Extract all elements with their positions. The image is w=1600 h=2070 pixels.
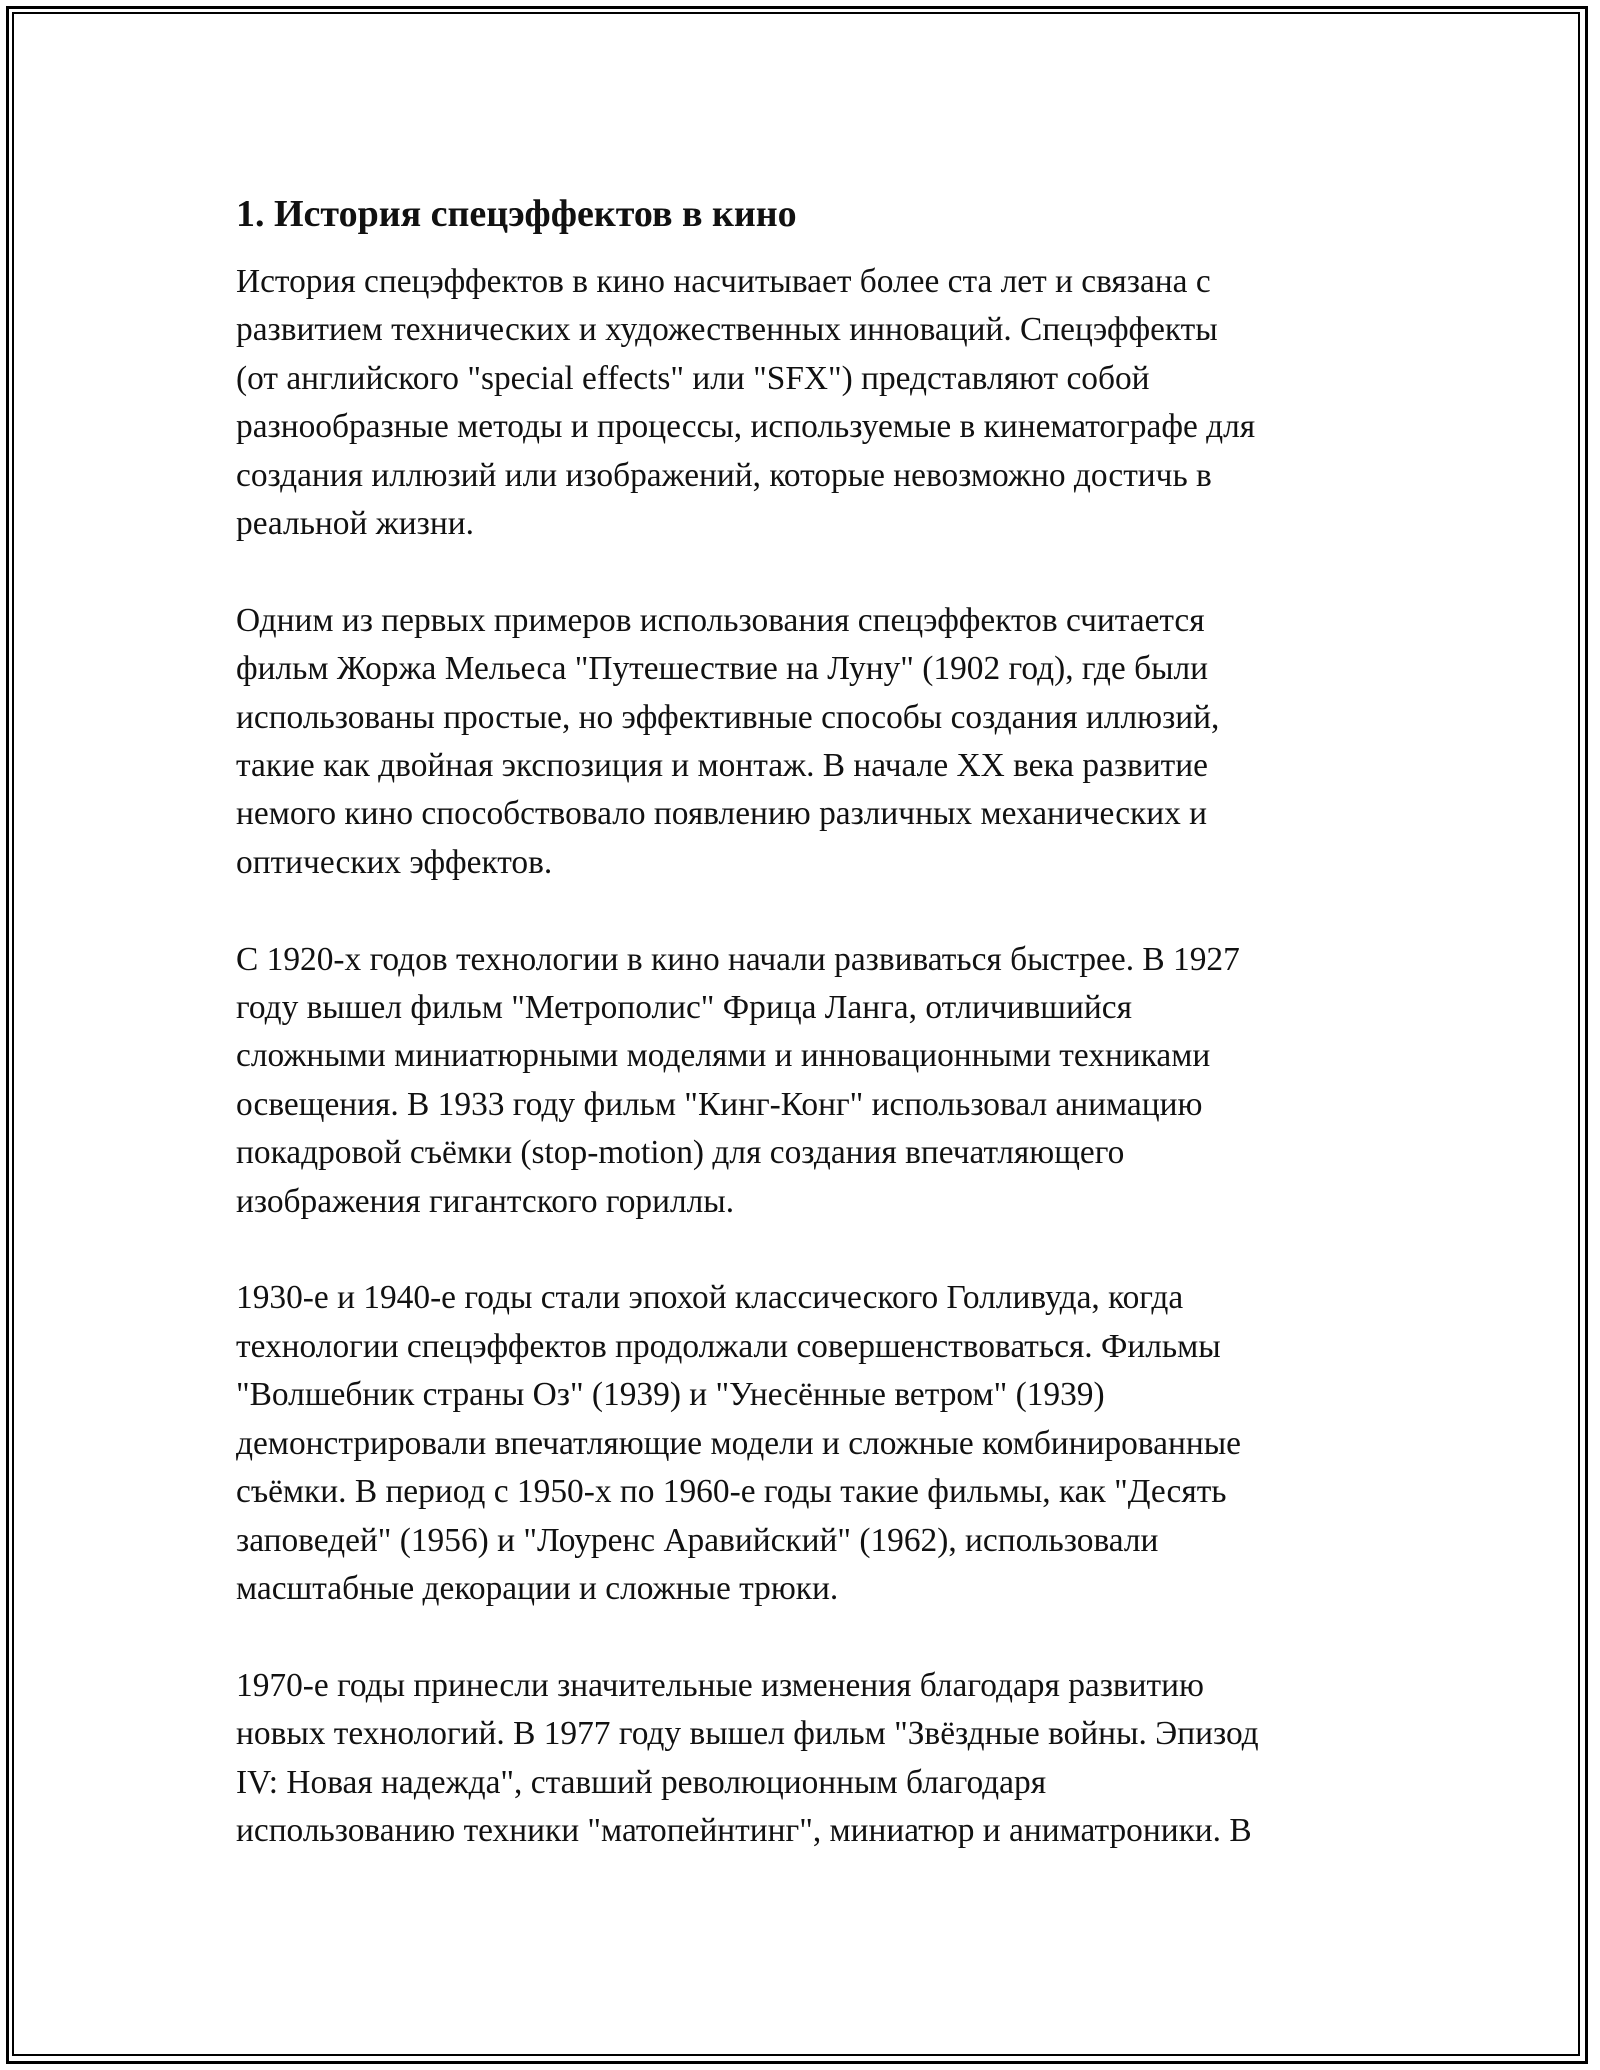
paragraph-line: технологии спецэффектов продолжали совершенствоваться. Фильмы [236,1327,1221,1365]
paragraph-line: немого кино способствовало появлению различных механических и [236,795,1208,833]
paragraph-hollywood [236,1274,1386,1613]
paragraph-1920s [236,936,1386,1226]
paragraph-line: "Волшебник страны Оз" (1939) и "Унесённые ветром" (1939) [236,1376,1105,1414]
paragraph-line: масштабные декорации и сложные трюки. [236,1569,839,1607]
paragraph-line: покадровой съёмки (stop-motion) для создания впечатляющего [236,1134,1125,1172]
paragraph-line: освещения. В 1933 году фильм "Кинг-Конг" использовал анимацию [236,1085,1203,1123]
section-heading: 1. История спецэффектов в кино [236,193,797,235]
paragraph-line: создания иллюзий или изображений, которые невозможно достичь в [236,456,1212,494]
paragraph-line: изображения гигантского гориллы. [236,1182,735,1220]
paragraph-line: реальной жизни. [236,505,474,543]
paragraph-line: 1930-е и 1940-е годы стали эпохой классического Голливуда, когда [236,1279,1184,1317]
paragraph-line: развитием технических и художественных инноваций. Спецэффекты [236,311,1218,349]
paragraph-line: демонстрировали впечатляющие модели и сложные комбинированные [236,1424,1241,1462]
paragraph-line: использованы простые, но эффективные способы создания иллюзий, [236,698,1220,736]
paragraph-line: заповедей" (1956) и "Лоуренс Аравийский" (1962), использовали [236,1521,1159,1559]
paragraph-intro [236,258,1386,548]
paragraph-line: IV: Новая надежда", ставший революционным благодаря [236,1763,1047,1801]
paragraph-line: оптических эффектов. [236,843,553,881]
paragraph-line: сложными миниатюрными моделями и инновационными техниками [236,1037,1211,1075]
paragraph-line: разнообразные методы и процессы, используемые в кинематографе для [236,408,1256,446]
paragraph-line: фильм Жоржа Мельеса "Путешествие на Луну" (1902 год), где были [236,650,1209,688]
paragraph-melies [236,597,1386,887]
paragraph-line: 1970-е годы принесли значительные изменения благодаря развитию [236,1666,1204,1704]
paragraph-line: использованию техники "матопейнтинг", миниатюр и аниматроники. В [236,1811,1252,1849]
paragraph-line: съёмки. В период с 1950-х по 1960-е годы такие фильмы, как "Десять [236,1473,1227,1511]
paragraph-line: (от английского "special effects" или "SFX") представляют собой [236,359,1150,397]
paragraph-line: С 1920-х годов технологии в кино начали развиваться быстрее. В 1927 [236,940,1240,978]
paragraph-line: новых технологий. В 1977 году вышел фильм "Звёздные войны. Эпизод [236,1715,1259,1753]
document-body [236,188,1386,1904]
paragraph-line: История спецэффектов в кино насчитывает более ста лет и связана с [236,263,1211,300]
paragraph-line: Одним из первых примеров использования спецэффектов считается [236,601,1205,639]
paragraph-line: году вышел фильм "Метрополис" Фрица Ланга, отличившийся [236,989,1132,1027]
paragraph-line: такие как двойная экспозиция и монтаж. В начале XX века развитие [236,747,1208,785]
paragraph-1970s [236,1662,1386,1856]
